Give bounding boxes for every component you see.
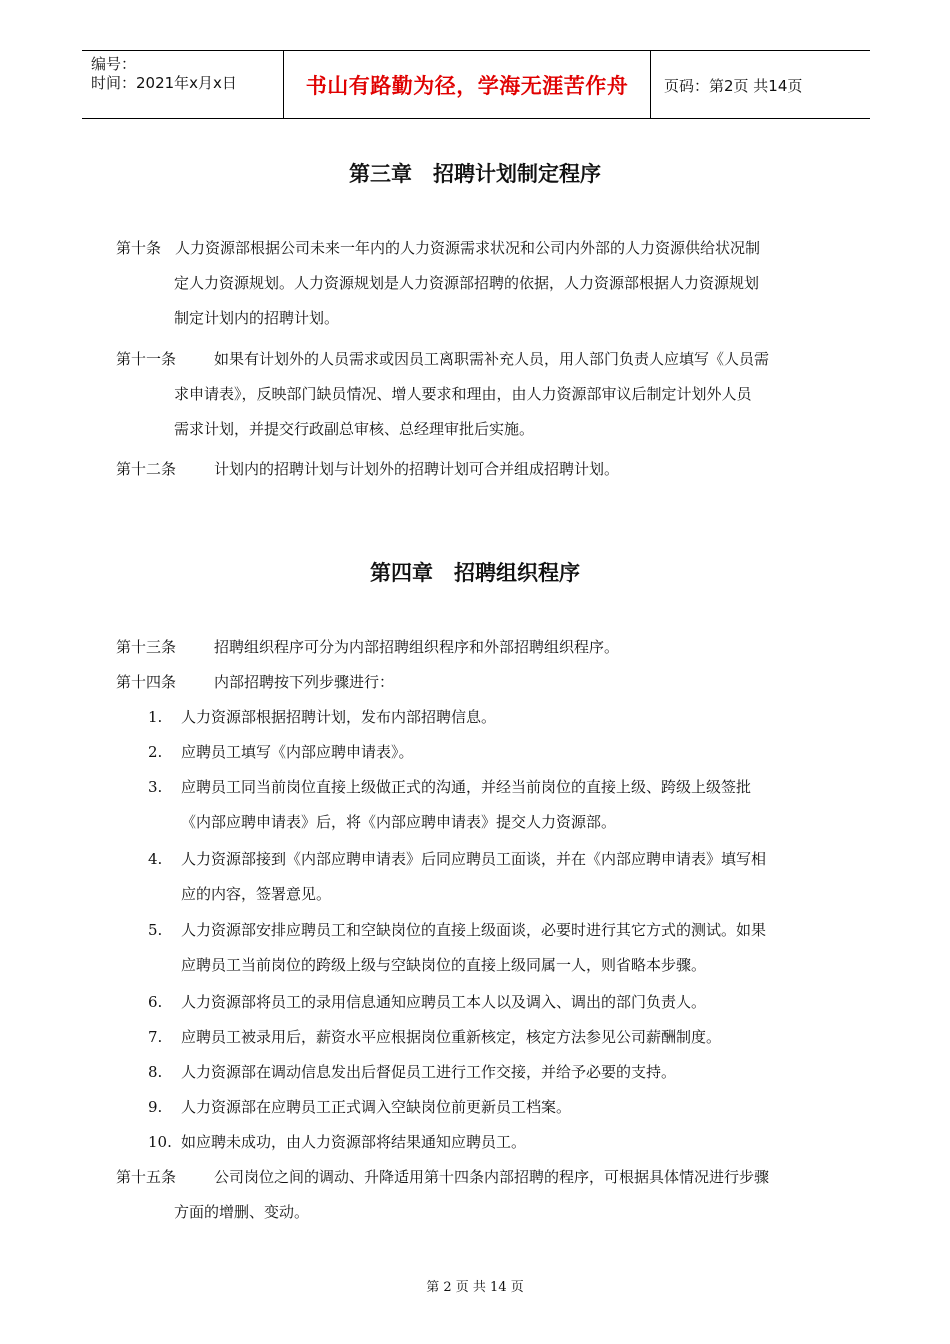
article-label: 第十四条 (116, 673, 177, 691)
step-item (148, 1020, 838, 1055)
article-label: 第十二条 (116, 460, 177, 478)
step-item (148, 770, 838, 840)
chapter4-title: 第四章 招聘组织程序 (370, 561, 580, 585)
article-line: 公司岗位之间的调动、升降适用第十四条内部招聘的程序，可根据具体情况进行步骤 (214, 1168, 770, 1186)
article-line: 需求计划，并提交行政副总审核、总经理审批后实施。 (174, 420, 535, 438)
step-text: 如应聘未成功，由人力资源部将结果通知应聘员工。 (181, 1133, 527, 1151)
article-15 (116, 1160, 836, 1230)
step-item (148, 842, 838, 912)
article-line: 人力资源部根据公司未来一年内的人力资源需求状况和公司内外部的人力资源供给状况制 (175, 239, 761, 257)
article-label: 第十五条 (116, 1168, 177, 1186)
step-text: 应的内容，签署意见。 (181, 885, 332, 903)
header-page-info: 页码：第2页 共14页 (664, 77, 803, 95)
article-13 (116, 630, 836, 665)
step-number: 2. (148, 743, 163, 761)
article-11 (116, 342, 836, 447)
step-text: 《内部应聘申请表》后，将《内部应聘申请表》提交人力资源部。 (181, 813, 617, 831)
step-text: 应聘员工同当前岗位直接上级做正式的沟通，并经当前岗位的直接上级、跨级上级签批 (181, 778, 752, 796)
article-line: 方面的增删、变动。 (174, 1203, 310, 1221)
step-number: 5. (148, 921, 163, 939)
step-item (148, 1055, 838, 1090)
step-number: 8. (148, 1063, 163, 1081)
step-item (148, 1125, 838, 1160)
step-text: 人力资源部在应聘员工正式调入空缺岗位前更新员工档案。 (181, 1098, 572, 1116)
step-text: 人力资源部将员工的录用信息通知应聘员工本人以及调入、调出的部门负责人。 (181, 993, 707, 1011)
page-footer: 第 2 页 共 14 页 (426, 1280, 524, 1295)
article-10 (116, 231, 836, 336)
document-number-label: 编号： (91, 55, 137, 73)
header-motto: 书山有路勤为径，学海无涯苦作舟 (283, 51, 651, 118)
step-number: 10. (148, 1133, 172, 1151)
chapter3-title: 第三章 招聘计划制定程序 (349, 162, 601, 186)
step-number: 1. (148, 708, 163, 726)
step-number: 6. (148, 993, 163, 1011)
step-text: 应聘员工被录用后，薪资水平应根据岗位重新核定，核定方法参见公司薪酬制度。 (181, 1028, 722, 1046)
article-12 (116, 452, 836, 487)
article-line: 求申请表》，反映部门缺员情况、增人要求和理由，由人力资源部审议后制定计划外人员 (174, 385, 752, 403)
article-line: 内部招聘按下列步骤进行： (214, 673, 395, 691)
step-item (148, 985, 838, 1020)
step-item (148, 1090, 838, 1125)
step-text: 人力资源部接到《内部应聘申请表》后同应聘员工面谈，并在《内部应聘申请表》填写相 (181, 850, 767, 868)
step-item (148, 700, 838, 735)
step-text: 应聘员工当前岗位的跨级上级与空缺岗位的直接上级同属一人，则省略本步骤。 (181, 956, 707, 974)
article-label: 第十三条 (116, 638, 177, 656)
step-text: 人力资源部安排应聘员工和空缺岗位的直接上级面谈，必要时进行其它方式的测试。如果 (181, 921, 767, 939)
step-number: 7. (148, 1028, 163, 1046)
article-line: 招聘组织程序可分为内部招聘组织程序和外部招聘组织程序。 (214, 638, 620, 656)
step-item (148, 735, 838, 770)
article-line: 计划内的招聘计划与计划外的招聘计划可合并组成招聘计划。 (214, 460, 620, 478)
article-line: 制定计划内的招聘计划。 (174, 309, 340, 327)
step-number: 4. (148, 850, 163, 868)
article-14 (116, 665, 836, 700)
page-header (82, 50, 870, 119)
article-line: 如果有计划外的人员需求或因员工离职需补充人员，用人部门负责人应填写《人员需 (214, 350, 770, 368)
article-line: 定人力资源规划。人力资源规划是人力资源部招聘的依据，人力资源部根据人力资源规划 (174, 274, 760, 292)
step-number: 3. (148, 778, 163, 796)
step-text: 应聘员工填写《内部应聘申请表》。 (181, 743, 414, 761)
document-time-label: 时间：2021年x月x日 (91, 74, 237, 92)
step-text: 人力资源部在调动信息发出后督促员工进行工作交接，并给予必要的支持。 (181, 1063, 677, 1081)
header-meta (91, 55, 237, 93)
step-number: 9. (148, 1098, 163, 1116)
article-label: 第十一条 (116, 350, 177, 368)
article-label: 第十条 (116, 239, 162, 257)
step-item (148, 913, 838, 983)
step-text: 人力资源部根据招聘计划，发布内部招聘信息。 (181, 708, 497, 726)
